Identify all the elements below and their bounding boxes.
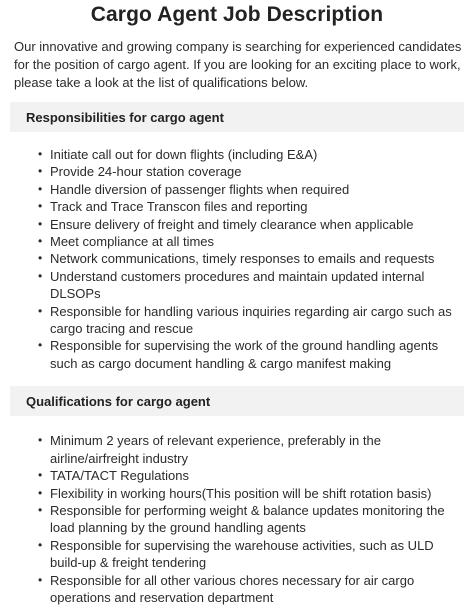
qualifications-list <box>10 432 464 606</box>
bullet-icon: • <box>38 572 43 587</box>
bullet-icon: • <box>38 199 43 214</box>
responsibilities-list-item <box>38 303 464 338</box>
bullet-icon: • <box>38 251 43 266</box>
qualifications-item-text: TATA/TACT Regulations <box>50 468 189 484</box>
qualifications-list-item <box>38 485 464 502</box>
qualifications-item-text: Responsible for supervising the warehouse activities, such as ULD build-up & freight tendering <box>50 537 434 571</box>
qualifications-list-item <box>38 502 464 537</box>
responsibilities-list-item <box>38 216 464 233</box>
bullet-icon: • <box>38 433 43 448</box>
responsibilities-list-item <box>38 146 464 163</box>
bullet-icon: • <box>38 147 43 161</box>
qualifications-list-item <box>38 537 464 572</box>
qualifications-item-text: Minimum 2 years of relevant experience, preferably in the airline/airfreight industry <box>50 433 381 466</box>
responsibilities-item-text: Initiate call out for down flights (including E&A) <box>50 147 318 162</box>
bullet-icon: • <box>38 216 43 231</box>
responsibilities-list-item <box>38 181 464 198</box>
intro-paragraph: Our innovative and growing company is searching for experienced candidates for the position of cargo agent. If you are looking for an exciting place to work, please take a look at the list of qualifications below. <box>14 39 462 90</box>
qualifications-item-text: Flexibility in working hours(This position will be shift rotation basis) <box>50 485 432 501</box>
qualifications-item-text: Responsible for all other various chores necessary for air cargo operations and reservation department <box>50 572 415 605</box>
bullet-icon: • <box>38 468 43 483</box>
responsibilities-item-text: Provide 24-hour station coverage <box>50 164 242 180</box>
bullet-icon: • <box>38 338 43 353</box>
qualifications-list-item <box>38 572 464 606</box>
responsibilities-list-item <box>38 337 464 372</box>
responsibilities-item-text: Responsible for handling various inquiries regarding air cargo such as cargo tracing and rescue <box>50 303 452 337</box>
bullet-icon: • <box>38 268 43 283</box>
responsibilities-item-text: Track and Trace Transcon files and reporting <box>50 199 308 215</box>
qualifications-list-item <box>38 467 464 484</box>
responsibilities-item-text: Meet compliance at all times <box>50 234 215 250</box>
responsibilities-list <box>10 146 464 372</box>
responsibilities-list-item <box>38 163 464 180</box>
responsibilities-header: Responsibilities for cargo agent <box>10 102 464 132</box>
bullet-icon: • <box>38 303 43 318</box>
bullet-icon: • <box>38 181 43 196</box>
responsibilities-item-text: Responsible for supervising the work of the ground handling agents such as cargo document handling & cargo manifest making <box>50 338 439 371</box>
page-title: Cargo Agent Job Description <box>90 3 384 26</box>
qualifications-list-item <box>38 432 464 467</box>
responsibilities-item-text: Handle diversion of passenger flights when required <box>50 181 350 197</box>
responsibilities-item-text: Network communications, timely responses to emails and requests <box>50 251 435 267</box>
qualifications-item-text: Responsible for performing weight & balance updates monitoring the load planning by the ground handling agents <box>50 502 445 536</box>
bullet-icon: • <box>38 485 43 500</box>
responsibilities-item-text: Ensure delivery of freight and timely clearance when applicable <box>50 216 414 232</box>
responsibilities-list-item <box>38 198 464 215</box>
bullet-icon: • <box>38 164 43 179</box>
responsibilities-item-text: Understand customers procedures and maintain updated internal DLSOPs <box>50 268 425 302</box>
responsibilities-list-item <box>38 268 464 303</box>
bullet-icon: • <box>38 234 43 249</box>
responsibilities-list-item <box>38 250 464 267</box>
qualifications-header: Qualifications for cargo agent <box>10 386 464 416</box>
bullet-icon: • <box>38 502 43 517</box>
responsibilities-list-item <box>38 233 464 250</box>
bullet-icon: • <box>38 537 43 552</box>
